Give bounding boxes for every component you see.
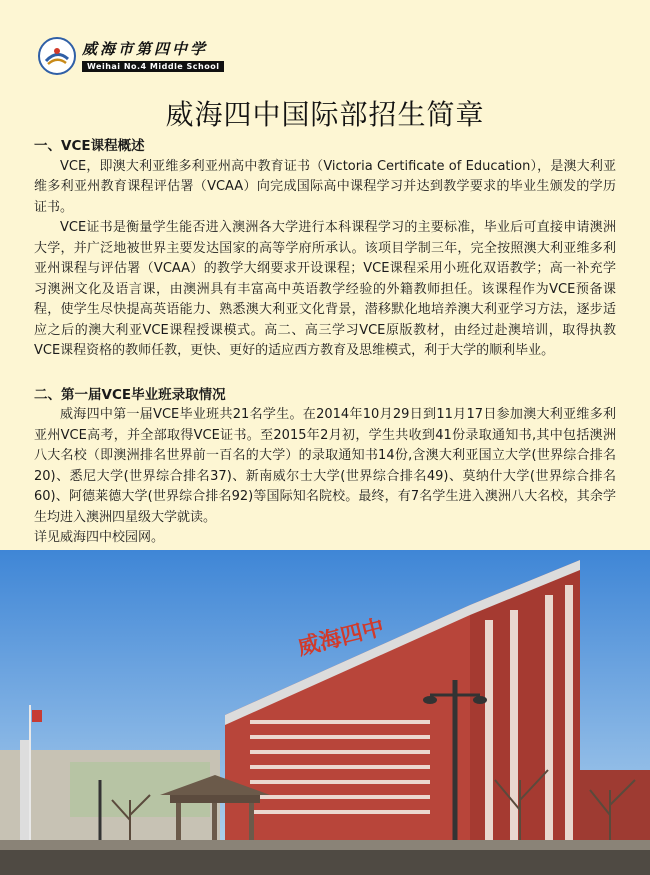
campus-photo [0,550,650,875]
school-header [38,34,224,78]
school-name-block [82,40,224,72]
school-logo-icon [38,37,76,75]
building-sign-text: 威海四中 [295,614,387,661]
section2-heading: 二、第一届VCE毕业班录取情况 [34,386,226,403]
school-website-link[interactable]: 详见威海四中校园网。 [34,530,165,545]
section1-heading: 一、VCE课程概述 [34,138,145,154]
section1-paragraph-1: VCE，即澳大利亚维多利亚州高中教育证书（Victoria Certificate of Education），是澳大利亚维多利亚州教育课程评估署（VCAA）向完成国际高中课程学习并达到教学要求的毕业生颁发的学历证书。 [34,158,616,215]
school-name-en: Weihai No.4 Middle School [82,61,224,72]
article-body [34,136,616,569]
page-title: 威海四中国际部招生简章 [165,98,485,131]
school-name-cn: 威海市第四中学 [82,40,209,58]
section2-paragraph: 威海四中第一届VCE毕业班共21名学生。在2014年10月29日到11月17日参加澳大利亚维多利亚州VCE高考，并全部取得VCE证书。至2015年2月初，学生共收到41份录取通知书,其中包括澳洲八大名校（即澳洲排名世界前一百名的大学）的录取通知书14份,含澳大利亚国立大学(世界综合排名20)、悉尼大学(世界综合排名37)、新南威尔士大学(世界综合排名49)、莫纳什大学(世界综合排名60)、阿德莱德大学(世界综合排名92)等国际知名院校。最终，有7名学生进入澳洲八大名校，其余学生均进入澳洲四星级大学就读。 [34,407,616,525]
section1-paragraph-2: VCE证书是衡量学生能否进入澳洲各大学进行本科课程学习的主要标准，毕业后可直接申请澳洲大学，并广泛地被世界主要发达国家的高等学府所承认。该项目学制三年，完全按照澳大利亚维多利亚州课程与评估署（VCAA）的教学大纲要求开设课程；VCE课程采用小班化双语教学；高一补充学习澳洲文化及语言课，由澳洲具有丰富高中英语教学经验的外籍教师担任。该课程作为VCE预备课程，使学生尽快提高英语能力、熟悉澳大利亚文化背景，潜移默化地培养澳大利亚学习方法，逐步适应之后的澳大利亚VCE课程授课模式。高二、高三学习VCE原版教材，由经过赴澳培训，取得执教VCE课程资格的教师任教，更快、更好的适应西方教育及思维模式，利于大学的顺利毕业。 [34,220,616,358]
